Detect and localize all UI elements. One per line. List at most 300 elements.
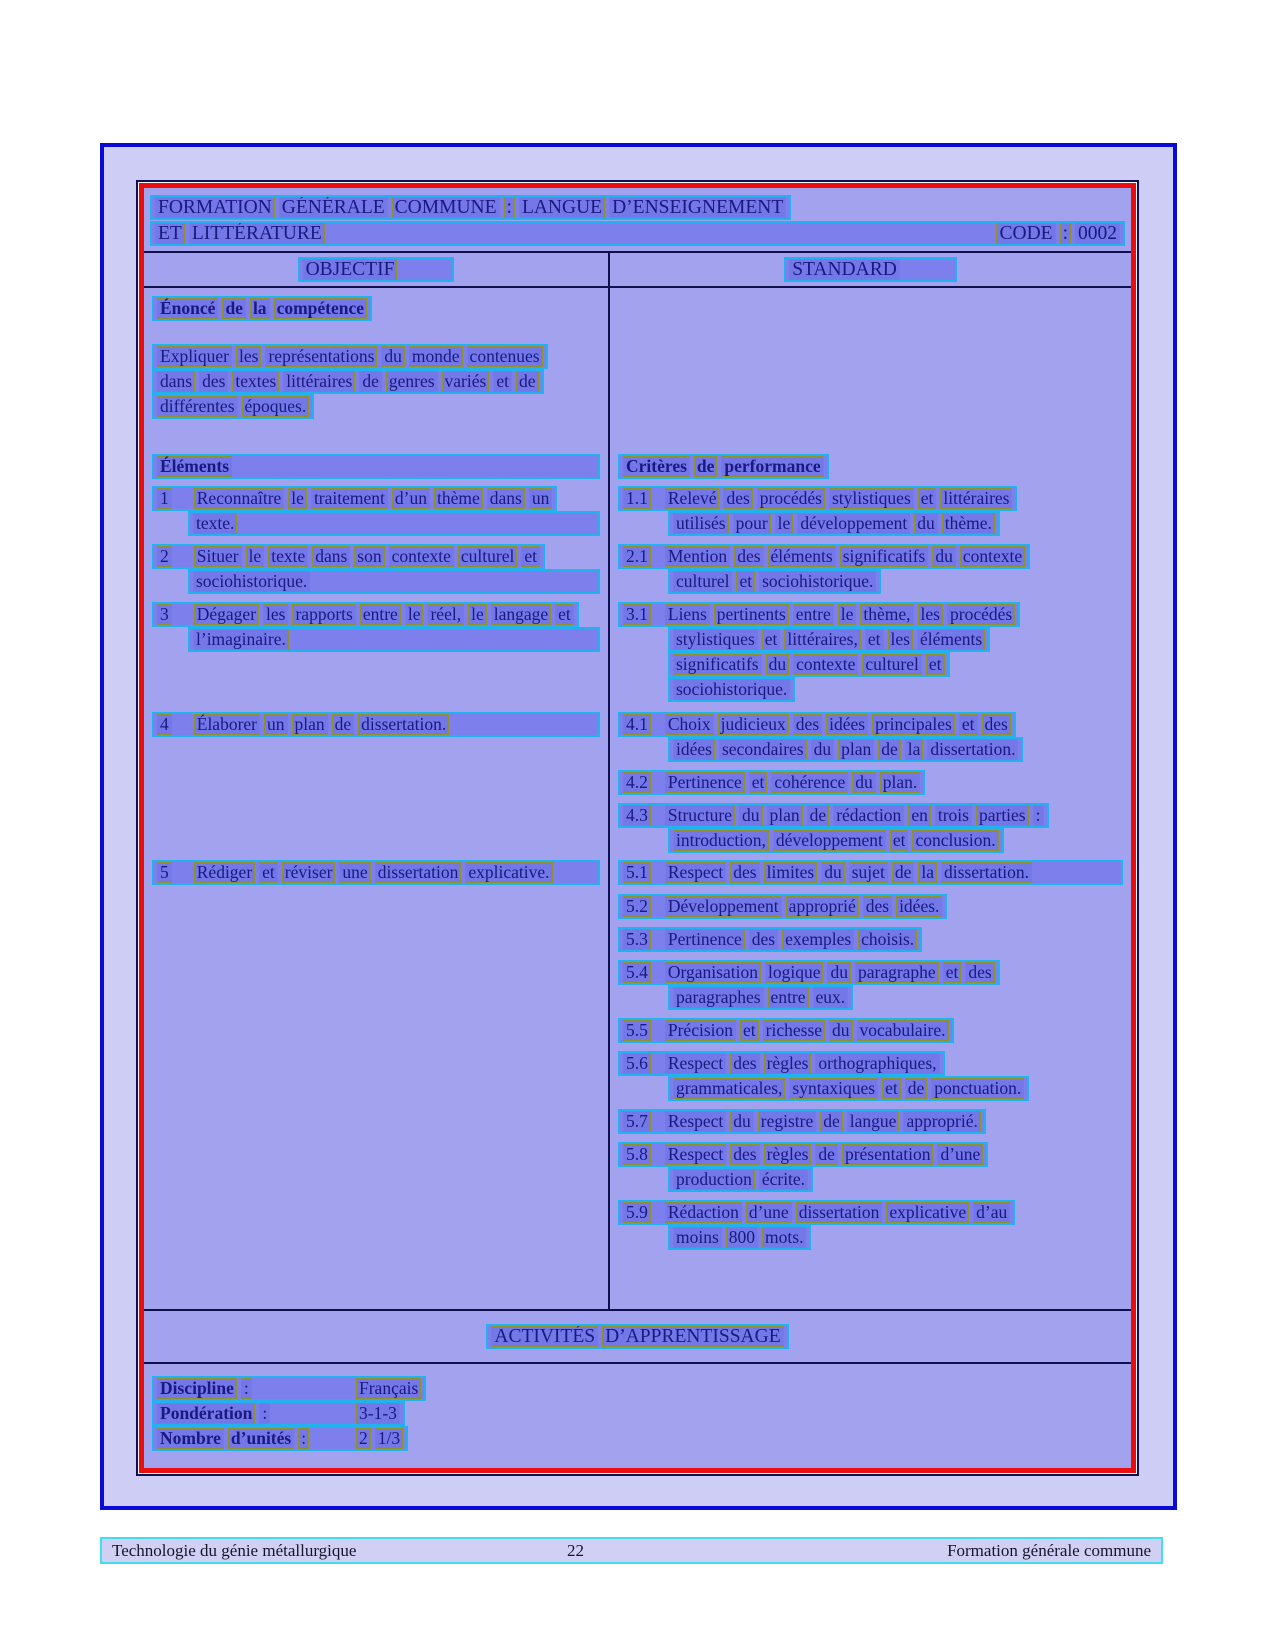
word-highlight: une	[339, 862, 370, 883]
text-line	[618, 860, 1123, 885]
elements-title	[152, 454, 600, 479]
footer-left-text: Technologie du génie métallurgique	[112, 1540, 357, 1560]
text-line	[668, 985, 853, 1010]
info-row-discipline	[152, 1376, 426, 1401]
info-row-pond-ration	[152, 1401, 405, 1426]
word-highlight: procédés	[757, 488, 825, 509]
word-highlight: 5.1	[623, 862, 651, 883]
word-highlight: et	[959, 714, 978, 735]
text-line	[618, 712, 1016, 737]
word-highlight: et	[740, 1020, 759, 1041]
text-line	[668, 652, 950, 677]
word-highlight: Respect	[665, 1053, 726, 1074]
text-line	[618, 602, 1020, 627]
word-highlight: culturel	[673, 571, 732, 592]
word-highlight: d’une	[746, 1202, 792, 1223]
standard-item-5.6	[618, 1051, 1123, 1101]
standard-item-4.1	[618, 712, 1123, 762]
word-highlight: approprié	[786, 896, 859, 917]
word-highlight: entre	[793, 604, 834, 625]
standard-item-5.8	[618, 1142, 1123, 1192]
standard-item-5.2	[618, 894, 1123, 919]
text-line	[618, 960, 1000, 985]
word-highlight: la	[905, 739, 924, 760]
word-highlight: performance	[721, 456, 823, 477]
word-highlight: sujet	[849, 862, 888, 883]
word-highlight: significatifs	[840, 546, 929, 567]
word-highlight: des	[749, 929, 778, 950]
word-highlight: compétence	[274, 298, 367, 319]
criteres-title	[618, 454, 1123, 479]
word-highlight: et	[736, 571, 755, 592]
word-highlight: de	[359, 371, 382, 392]
standard-item-4.2	[618, 770, 1123, 795]
word-highlight: dissertation.	[927, 739, 1018, 760]
word-highlight: et	[943, 962, 962, 983]
table-inner	[139, 183, 1136, 1473]
word-highlight: production	[673, 1169, 755, 1190]
objectif-item-2	[152, 544, 600, 594]
word-highlight: Développement	[665, 896, 782, 917]
word-highlight: 1/3	[375, 1428, 403, 1449]
word-highlight: des	[723, 488, 752, 509]
word-highlight: :	[504, 197, 515, 218]
word-highlight: sociohistorique.	[673, 679, 790, 700]
word-highlight: 5.7	[623, 1111, 651, 1132]
text-line	[784, 257, 957, 282]
word-highlight: du	[739, 805, 763, 826]
word-highlight: de	[694, 456, 718, 477]
standard-item-2.1	[618, 544, 1123, 594]
activities-banner	[144, 1311, 1131, 1364]
word-highlight: texte	[268, 546, 308, 567]
word-highlight: représentations	[265, 346, 377, 367]
word-highlight: thème,	[860, 604, 913, 625]
text-line	[152, 369, 544, 394]
word-highlight: utilisés	[673, 513, 729, 534]
word-highlight: traitement	[311, 488, 388, 509]
word-highlight: et	[762, 629, 781, 650]
word-highlight: Organisation	[665, 962, 761, 983]
word-highlight: 0002	[1075, 223, 1120, 244]
word-highlight: de	[878, 739, 901, 760]
word-highlight: les	[263, 604, 288, 625]
word-highlight: de	[820, 1111, 843, 1132]
word-highlight: de	[892, 862, 915, 883]
word-highlight: grammaticales,	[673, 1078, 785, 1099]
word-highlight: 2	[356, 1428, 371, 1449]
word-highlight: différentes	[157, 396, 238, 417]
table-body	[144, 288, 1131, 1311]
word-highlight: 3	[157, 604, 172, 625]
word-highlight: Choix	[665, 714, 714, 735]
word-highlight: 2.1	[623, 546, 651, 567]
word-highlight: dans	[157, 371, 195, 392]
word-highlight: langue	[847, 1111, 900, 1132]
info-label	[157, 1428, 352, 1449]
enonce-paragraph	[152, 344, 600, 419]
standard-item-5.9	[618, 1200, 1123, 1250]
text-line	[298, 257, 455, 282]
word-highlight: les	[918, 604, 943, 625]
word-highlight: 2	[157, 546, 172, 567]
word-highlight: Pertinence	[665, 772, 745, 793]
word-highlight: du	[914, 513, 938, 534]
word-highlight: culturel	[458, 546, 517, 567]
word-highlight: des	[199, 371, 228, 392]
word-highlight: Reconnaître	[194, 488, 285, 509]
word-highlight: dissertation	[796, 1202, 883, 1223]
word-highlight: dans	[487, 488, 525, 509]
standard-item-4.3	[618, 803, 1123, 853]
word-highlight: 5.2	[623, 896, 651, 917]
word-highlight: et	[890, 830, 909, 851]
word-highlight: du	[829, 1020, 853, 1041]
word-highlight: eux.	[813, 987, 849, 1008]
word-highlight: des	[863, 896, 892, 917]
word-highlight: ACTIVITÉS	[491, 1326, 598, 1347]
text-line	[618, 1018, 954, 1043]
word-highlight: 3-1-3	[356, 1403, 400, 1424]
word-highlight: introduction,	[673, 830, 769, 851]
footer-page-number: 22	[567, 1540, 584, 1560]
word-highlight: 4.1	[623, 714, 651, 735]
word-highlight: et	[493, 371, 512, 392]
word-highlight: contexte	[389, 546, 454, 567]
text-line	[618, 1200, 1015, 1225]
word-highlight: thème	[434, 488, 483, 509]
word-highlight: stylistiques	[673, 629, 758, 650]
word-highlight: du	[730, 1111, 754, 1132]
word-highlight: Respect	[665, 1111, 726, 1132]
text-line	[188, 627, 600, 652]
word-highlight: 4.2	[623, 772, 651, 793]
word-highlight: contenues	[467, 346, 543, 367]
word-highlight: Énoncé	[157, 298, 218, 319]
standard-item-5.4	[618, 960, 1123, 1010]
word-highlight: plan	[292, 714, 328, 735]
word-highlight: dissertation.	[941, 862, 1032, 883]
text-line	[618, 770, 925, 795]
word-highlight: Précision	[665, 1020, 736, 1041]
word-highlight: d’un	[392, 488, 430, 509]
word-highlight: vocabulaire.	[857, 1020, 949, 1041]
text-line	[668, 569, 881, 594]
word-highlight: LANGUE	[519, 197, 605, 218]
text-line	[150, 195, 791, 220]
word-highlight: et	[926, 654, 945, 675]
word-highlight: Structure	[665, 805, 735, 826]
text-line	[152, 602, 579, 627]
text-line	[668, 677, 795, 702]
objectif-item-3	[152, 602, 600, 652]
word-highlight: en	[908, 805, 931, 826]
word-highlight: plan.	[880, 772, 921, 793]
standard-item-5.7	[618, 1109, 1123, 1134]
word-highlight: de	[332, 714, 355, 735]
word-highlight: texte.	[193, 513, 237, 534]
word-highlight: conclusion.	[912, 830, 998, 851]
word-highlight: du	[827, 962, 851, 983]
word-highlight: :	[298, 1428, 309, 1449]
objectif-item-5	[152, 860, 600, 885]
word-highlight: du	[766, 654, 790, 675]
word-highlight: des	[982, 714, 1011, 735]
word-highlight: OBJECTIF	[303, 259, 398, 280]
word-highlight: :	[1060, 223, 1071, 244]
word-highlight: et	[882, 1078, 901, 1099]
word-highlight: ponctuation.	[931, 1078, 1024, 1099]
word-highlight: le	[838, 604, 857, 625]
word-highlight: paragraphes	[673, 987, 764, 1008]
word-highlight: le	[288, 488, 307, 509]
word-highlight: littéraires,	[784, 629, 860, 650]
word-highlight: écrite.	[759, 1169, 808, 1190]
word-highlight: du	[381, 346, 405, 367]
word-highlight: D’APPRENTISSAGE	[602, 1326, 784, 1347]
standard-column-header	[610, 253, 1131, 286]
word-highlight: de	[516, 371, 539, 392]
word-highlight: des	[730, 1053, 759, 1074]
word-highlight: réel,	[427, 604, 464, 625]
word-highlight: la	[250, 298, 270, 319]
word-highlight: Nombre	[157, 1428, 224, 1449]
word-highlight: sociohistorique.	[759, 571, 876, 592]
word-highlight: sociohistorique.	[193, 571, 310, 592]
column-header-row	[144, 253, 1131, 288]
word-highlight: pertinents	[714, 604, 789, 625]
word-highlight: 5.6	[623, 1053, 651, 1074]
info-row-nombre-d-unit-s	[152, 1426, 408, 1451]
word-highlight: présentation	[842, 1144, 934, 1165]
word-highlight: d’une	[937, 1144, 983, 1165]
text-line	[486, 1324, 788, 1349]
word-highlight: 5.9	[623, 1202, 651, 1223]
word-highlight: Pertinence	[665, 929, 745, 950]
word-highlight: pour	[733, 513, 771, 534]
word-highlight: Critères	[623, 456, 690, 477]
word-highlight: genres	[386, 371, 438, 392]
word-highlight: GÉNÉRALE	[279, 197, 388, 218]
word-highlight: idées.	[896, 896, 942, 917]
text-line	[152, 394, 314, 419]
word-highlight: logique	[765, 962, 824, 983]
word-highlight: 5.5	[623, 1020, 651, 1041]
objectif-column	[144, 288, 610, 1309]
word-highlight: contexte	[960, 546, 1025, 567]
word-highlight: du	[821, 862, 845, 883]
word-highlight: 1.1	[623, 488, 651, 509]
word-highlight: et	[918, 488, 937, 509]
word-highlight: paragraphe	[855, 962, 939, 983]
word-highlight: judicieux	[718, 714, 789, 735]
word-highlight: de	[222, 298, 246, 319]
word-highlight: des	[730, 1144, 759, 1165]
word-highlight: significatifs	[673, 654, 762, 675]
word-highlight: de	[905, 1078, 928, 1099]
word-highlight: Élaborer	[194, 714, 260, 735]
info-label	[157, 1378, 352, 1399]
word-highlight: du	[852, 772, 876, 793]
word-highlight: Discipline	[157, 1378, 237, 1399]
text-line	[618, 454, 829, 479]
word-highlight: moins	[673, 1227, 722, 1248]
course-objective-table	[136, 180, 1139, 1476]
word-highlight: CODE	[996, 223, 1055, 244]
word-highlight: D’ENSEIGNEMENT	[609, 197, 786, 218]
header-line2-with-code	[150, 221, 1125, 246]
word-highlight: :	[241, 1378, 252, 1399]
word-highlight: Liens	[665, 604, 710, 625]
standard-item-5.1	[618, 860, 1123, 885]
word-highlight: exemples	[782, 929, 854, 950]
word-highlight: Respect	[665, 1144, 726, 1165]
word-highlight: 5.3	[623, 929, 651, 950]
word-highlight: des	[730, 862, 759, 883]
text-line	[618, 486, 1017, 511]
word-highlight: et	[865, 629, 884, 650]
word-highlight: entre	[768, 987, 809, 1008]
text-line	[152, 486, 557, 511]
word-highlight: langage	[491, 604, 551, 625]
word-highlight: richesse	[763, 1020, 825, 1041]
word-highlight: rapports	[292, 604, 355, 625]
word-highlight: explicative.	[465, 862, 552, 883]
text-line	[152, 296, 372, 321]
word-highlight: principales	[872, 714, 955, 735]
word-highlight: limites	[764, 862, 818, 883]
word-highlight: LITTÉRATURE	[189, 223, 325, 244]
word-highlight: 5.4	[623, 962, 651, 983]
word-highlight: Dégager	[194, 604, 259, 625]
word-highlight: 4	[157, 714, 172, 735]
word-highlight: parties	[976, 805, 1029, 826]
word-highlight: rédaction	[833, 805, 904, 826]
footer-right-text: Formation générale commune	[947, 1540, 1151, 1560]
word-highlight: Situer	[194, 546, 242, 567]
text-line	[188, 511, 600, 536]
word-highlight: littéraires	[940, 488, 1012, 509]
word-highlight: réviser	[282, 862, 336, 883]
word-highlight: orthographiques,	[815, 1053, 939, 1074]
word-highlight: registre	[758, 1111, 816, 1132]
word-highlight: le	[775, 513, 794, 534]
word-highlight: idées	[673, 739, 715, 760]
standard-column	[610, 288, 1131, 1309]
word-highlight: et	[555, 604, 574, 625]
word-highlight: littéraires	[283, 371, 355, 392]
word-highlight: monde	[409, 346, 463, 367]
text-line	[152, 544, 545, 569]
enonce-title	[152, 296, 600, 321]
word-highlight: du	[932, 546, 956, 567]
text-line	[618, 927, 922, 952]
word-highlight: les	[236, 346, 261, 367]
info-label	[157, 1403, 352, 1424]
text-line	[668, 627, 990, 652]
text-line	[618, 803, 1049, 828]
word-highlight: le	[468, 604, 487, 625]
word-highlight: éléments	[917, 629, 985, 650]
word-highlight: trois	[935, 805, 972, 826]
word-highlight: syntaxiques	[789, 1078, 878, 1099]
word-highlight: procédés	[947, 604, 1015, 625]
word-highlight: dissertation.	[358, 714, 449, 735]
text-line	[152, 860, 600, 885]
word-highlight: idées	[826, 714, 868, 735]
text-line	[618, 1051, 945, 1076]
word-highlight: thème.	[942, 513, 995, 534]
word-highlight: du	[811, 739, 835, 760]
text-line	[668, 1076, 1029, 1101]
word-highlight: culturel	[862, 654, 921, 675]
word-highlight: des	[793, 714, 822, 735]
word-highlight: explicative	[886, 1202, 969, 1223]
text-line	[618, 1109, 986, 1134]
standard-item-1.1	[618, 486, 1123, 536]
standard-item-5.5	[618, 1018, 1123, 1043]
word-highlight: plan	[767, 805, 803, 826]
text-line	[668, 828, 1004, 853]
word-highlight: règles	[764, 1053, 812, 1074]
word-highlight: d’au	[973, 1202, 1010, 1223]
text-line	[618, 544, 1030, 569]
text-line	[188, 569, 600, 594]
word-highlight: de	[807, 805, 830, 826]
word-highlight: la	[918, 862, 937, 883]
word-highlight: :	[259, 1403, 270, 1424]
word-highlight: 1	[157, 488, 172, 509]
document-page	[100, 143, 1177, 1510]
word-highlight: 5	[157, 862, 172, 883]
word-highlight: Expliquer	[157, 346, 232, 367]
word-highlight: approprié.	[903, 1111, 980, 1132]
page-footer	[100, 1537, 1163, 1564]
word-highlight: 3.1	[623, 604, 651, 625]
text-line	[618, 1142, 988, 1167]
standard-item-3.1	[618, 602, 1123, 702]
objectif-column-header	[144, 253, 610, 286]
word-highlight: variés	[442, 371, 490, 392]
word-highlight: cohérence	[771, 772, 848, 793]
word-highlight: époques.	[242, 396, 310, 417]
word-highlight: éléments	[768, 546, 836, 567]
word-highlight: Rédiger	[194, 862, 255, 883]
word-highlight: d’unités	[228, 1428, 294, 1449]
word-highlight: Français	[356, 1378, 421, 1399]
word-highlight: textes	[232, 371, 279, 392]
word-highlight: les	[888, 629, 913, 650]
word-highlight: des	[965, 962, 994, 983]
objectif-item-4	[152, 712, 600, 737]
text-line	[668, 1225, 811, 1250]
word-highlight: Mention	[665, 546, 730, 567]
standard-item-5.3	[618, 927, 1123, 952]
table-header	[144, 188, 1131, 253]
course-info-block	[144, 1364, 1131, 1468]
word-highlight: et	[259, 862, 278, 883]
word-highlight: dissertation	[375, 862, 462, 883]
word-highlight: dans	[312, 546, 350, 567]
word-highlight: STANDARD	[789, 259, 900, 280]
text-line	[152, 712, 600, 737]
word-highlight: secondaires	[719, 739, 807, 760]
word-highlight: 5.8	[623, 1144, 651, 1165]
objectif-item-1	[152, 486, 600, 536]
word-highlight: 4.3	[623, 805, 651, 826]
text-line	[152, 454, 600, 479]
word-highlight: de	[815, 1144, 838, 1165]
